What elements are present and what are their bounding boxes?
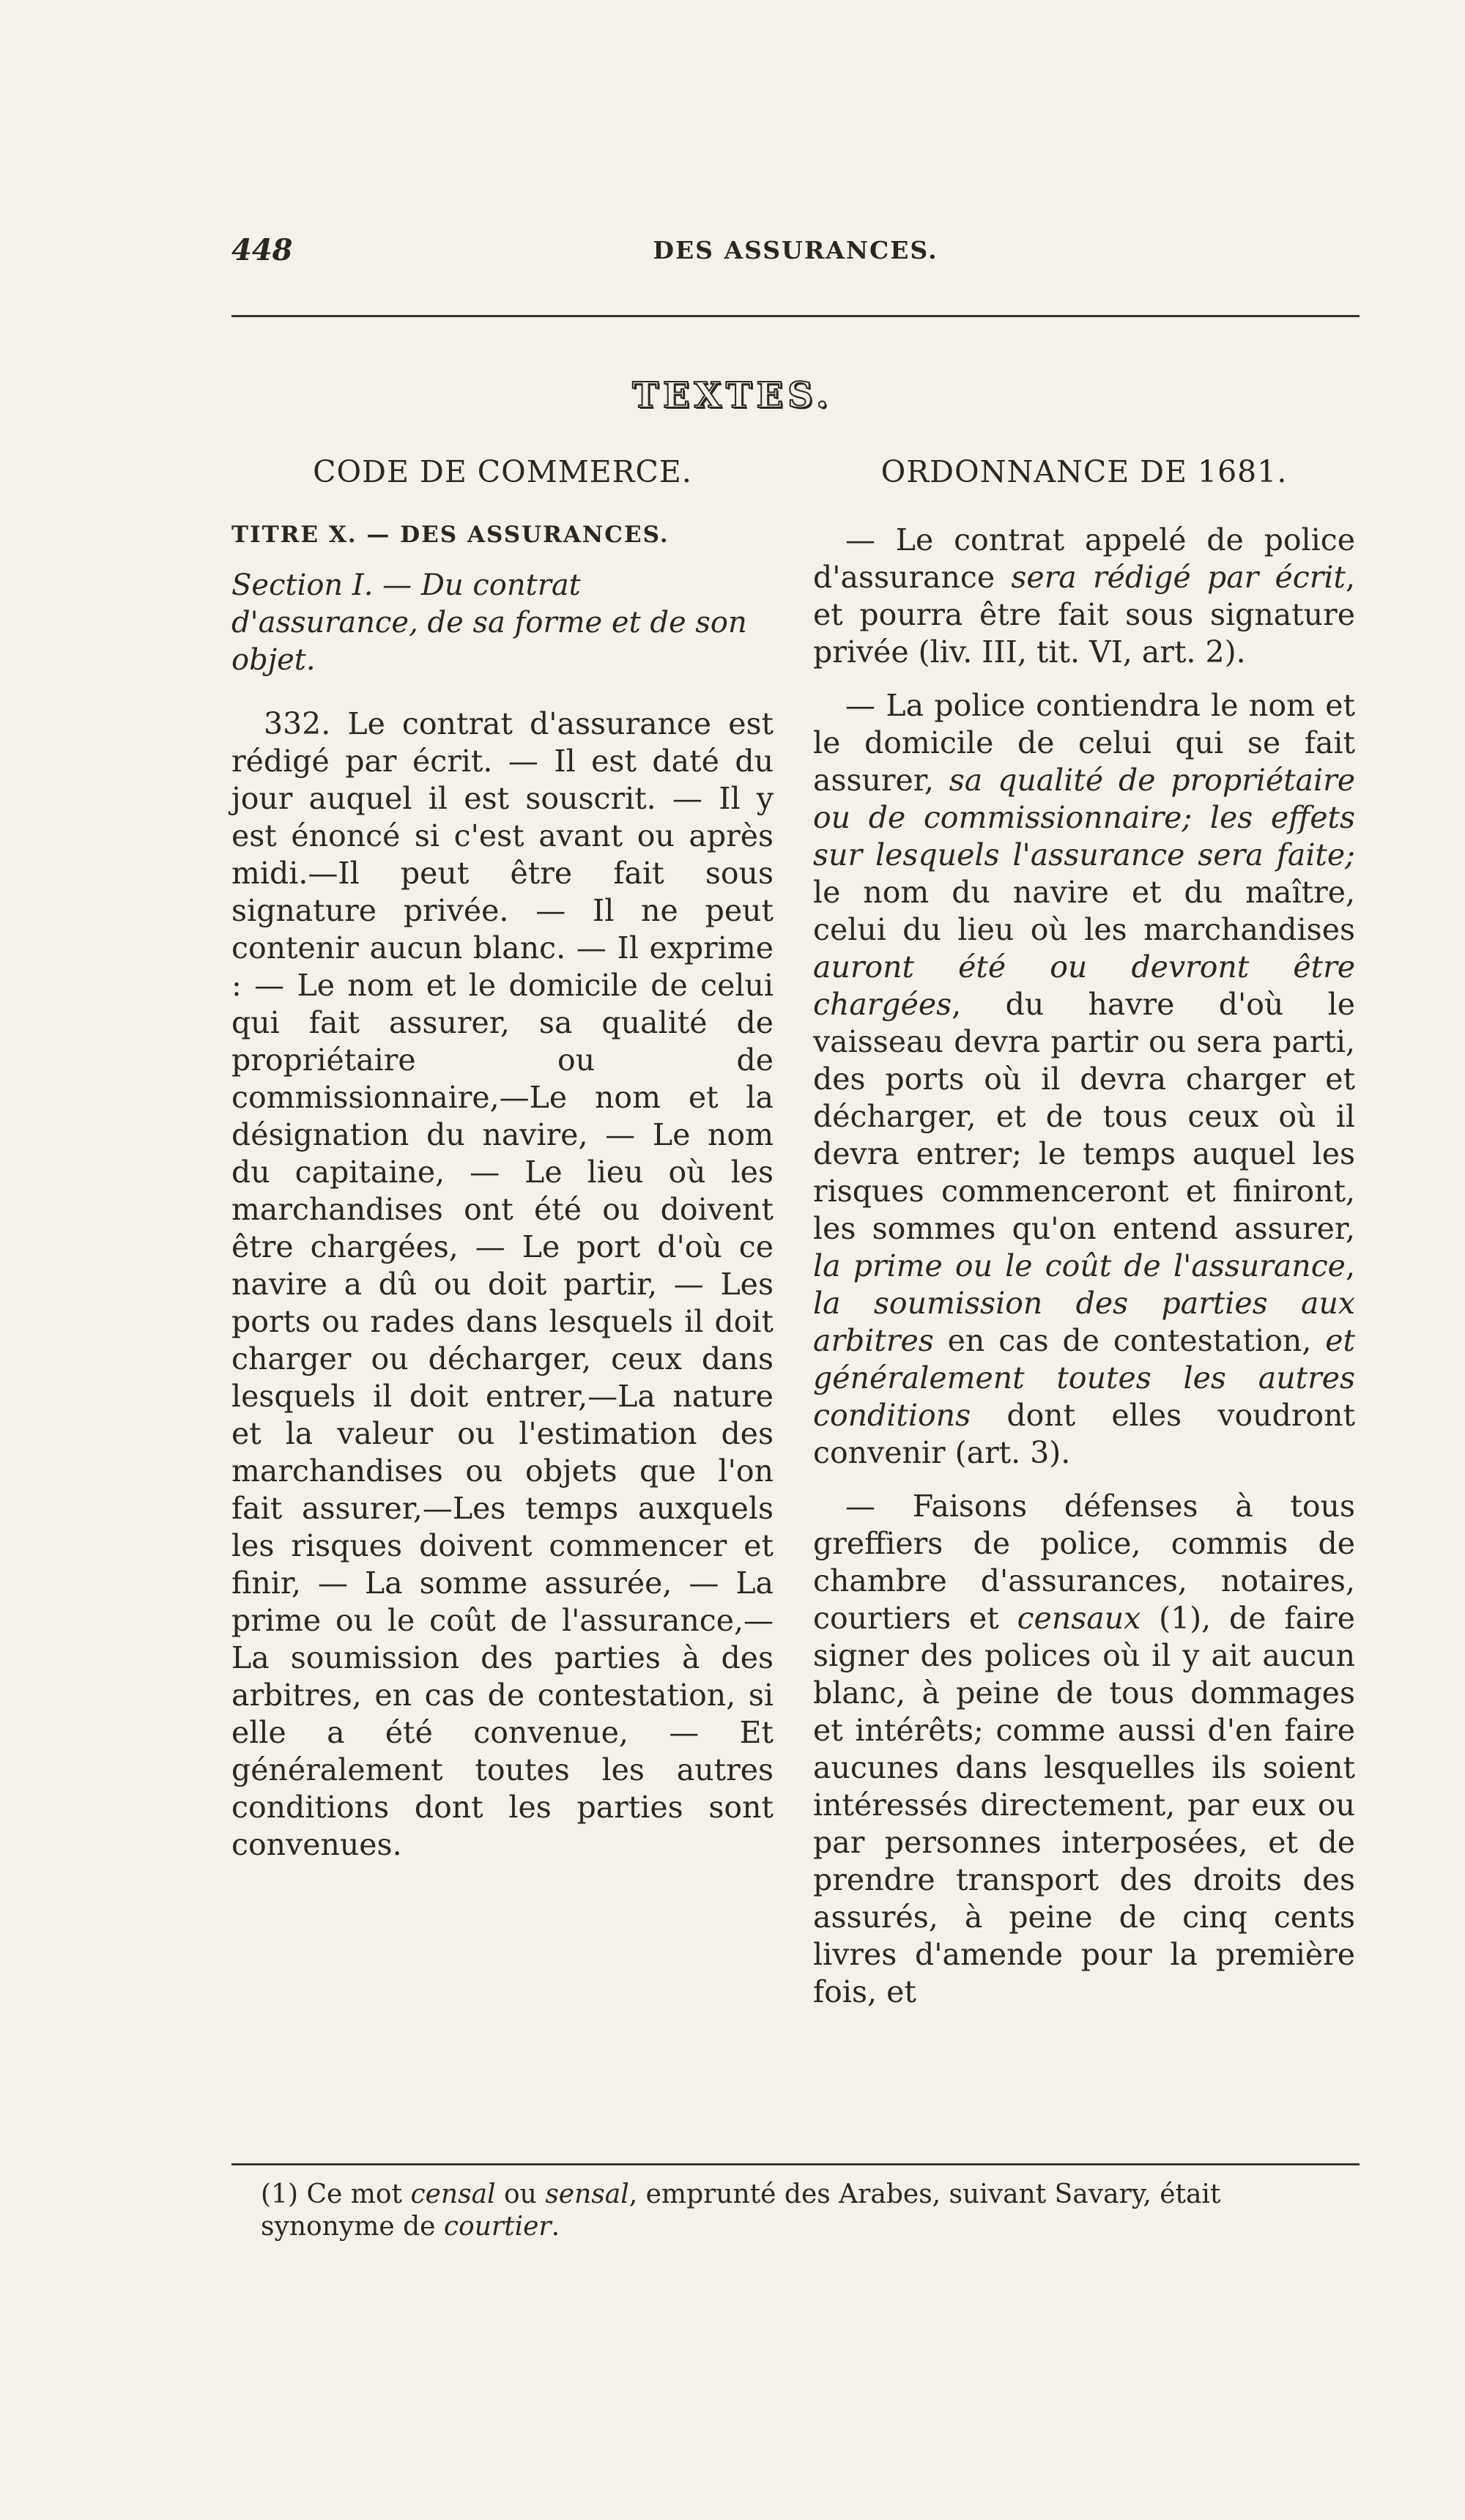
titre-heading: TITRE X. — DES ASSURANCES. <box>231 522 670 548</box>
right-column-heading: ORDONNANCE DE 1681. <box>880 454 1288 489</box>
left-column <box>231 454 774 1880</box>
running-head <box>231 233 1360 270</box>
article-text <box>231 705 774 1864</box>
running-title: DES ASSURANCES. <box>653 236 938 264</box>
article-number: 332. <box>264 706 331 741</box>
section-title: TEXTES. <box>632 375 833 416</box>
right-column <box>813 454 1355 2027</box>
left-column-heading: CODE DE COMMERCE. <box>313 454 692 489</box>
ordonnance-paragraph-2: — La police contiendra le nom et le domicile de celui qui se fait assurer, sa qualité de propriétaire ou de commissionnaire; les effets sur lesquels l'assurance sera faite; le nom du navire et du maître, celui du lieu où les marchandises auront été ou devront être chargées, du havre d'où le vaisseau devra partir ou sera parti, des ports où il devra charger et décharger, et de tous ceux où il devra entrer; le temps auquel les risques commenceront et finiront, les sommes qu'on entend assurer, la prime ou le coût de l'assurance, la soumission des parties aux arbitres en cas de contestation, et généralement toutes les autres conditions dont elles voudront convenir (art. 3). <box>813 688 1355 1470</box>
footnote: (1) Ce mot censal ou sensal, emprunté des Arabes, suivant Savary, était synonyme de courtier. <box>261 2179 1221 2242</box>
ordonnance-paragraph-3: — Faisons défenses à tous greffiers de police, commis de chambre d'assurances, notaires, courtiers et censaux (1), de faire signer des polices où il y ait aucun blanc, à peine de tous dommages et intérêts; comme aussi d'en faire aucunes dans lesquelles ils soient intéressés directement, par eux ou par personnes interposées, et de prendre transport des droits des assurés, à peine de cinq cents livres d'amende pour la première fois, et <box>813 1489 1356 2009</box>
footnote-rule <box>231 2163 1360 2165</box>
article-body: Le contrat d'assurance est rédigé par écrit. — Il est daté du jour auquel il est souscrit. — Il y est énoncé si c'est avant ou après midi.—Il peut être fait sous signature privée. — Il ne peut contenir aucun blanc. — Il exprime : — Le nom et le domicile de celui qui fait assurer, sa qualité de propriétaire ou de commissionnaire,—Le nom et la désignation du navire, — Le nom du capitaine, — Le lieu où les marchandises ont été ou doivent être chargées, — Le port d'où ce navire a dû ou doit partir, — Les ports ou rades dans lesquels il doit charger ou décharger, ceux dans lesquels il doit entrer,—La nature et la valeur ou l'estimation des marchandises ou objets que l'on fait assurer,—Les temps auxquels les risques doivent commencer et finir, — La somme assurée, — La prime ou le coût de l'assurance,— La soumission des parties à des arbitres, en cas de contestation, si elle a été convenue, — Et généralement toutes les autres conditions dont les parties sont convenues. <box>231 706 774 1862</box>
section-heading: Section I. — Du contrat d'assurance, de sa forme et de son objet. <box>231 568 747 677</box>
header-rule <box>231 315 1360 317</box>
ordonnance-paragraph-1: — Le contrat appelé de police d'assurance sera rédigé par écrit, et pourra être fait sous signature privée (liv. III, tit. VI, art. 2). <box>813 522 1355 670</box>
page-number: 448 <box>231 233 293 267</box>
